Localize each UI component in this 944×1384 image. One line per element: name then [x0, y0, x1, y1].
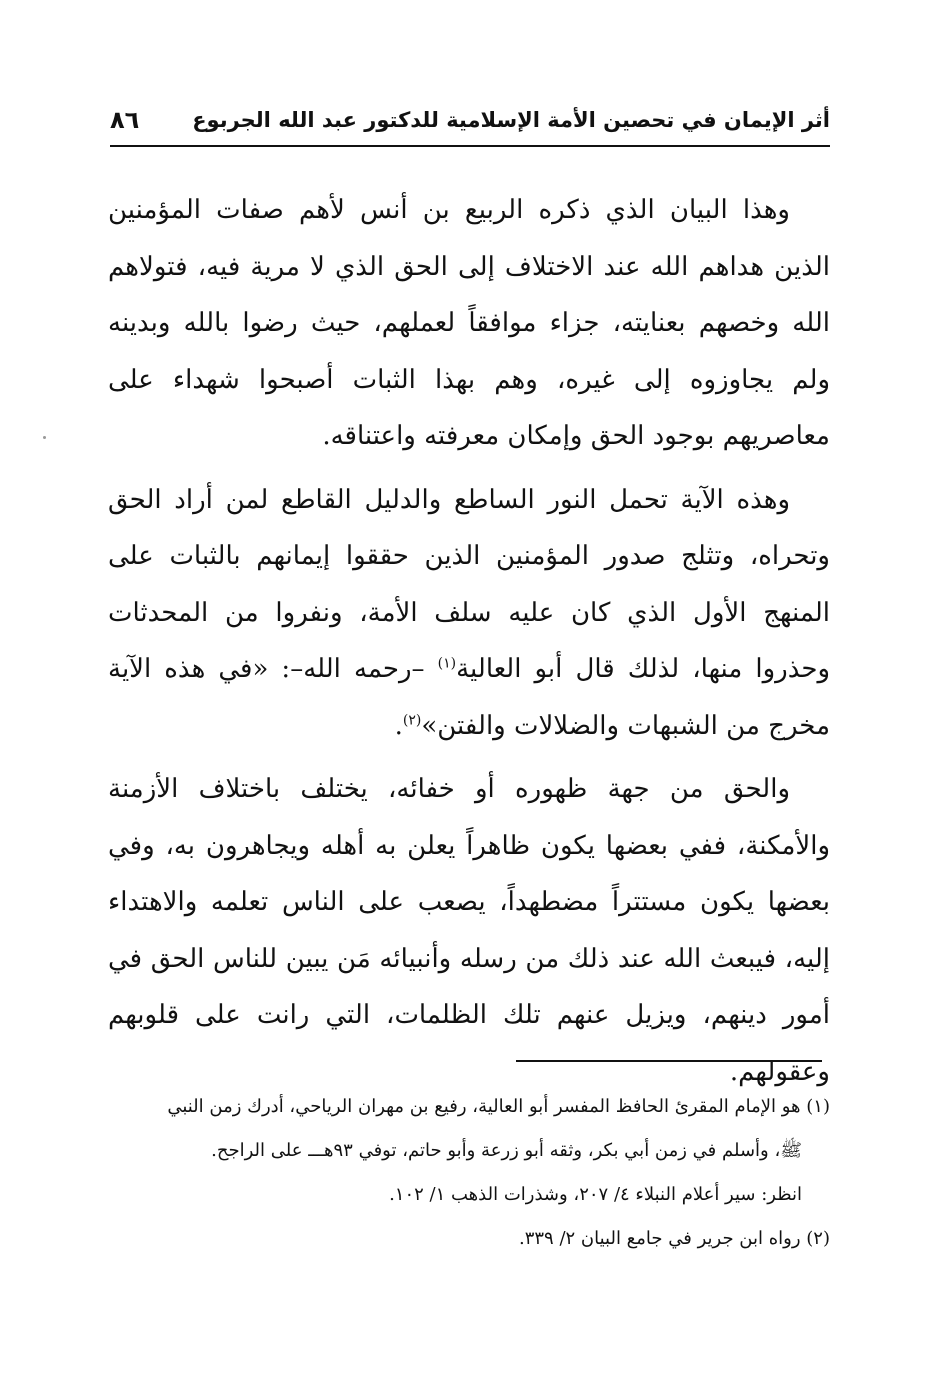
footnote-2: (٢) رواه ابن جرير في جامع البيان ٢/ ٣٣٩.: [518, 1228, 830, 1249]
footnote-1-line-3: انظر: سير أعلام النبلاء ٤/ ٢٠٧، وشذرات الذهب ١/ ١٠٢.: [389, 1184, 802, 1205]
footnote-1-line-1: (١) هو الإمام المقرئ الحافظ المفسر أبو العالية، رفيع بن مهران الرياحي، أدرك زمن النبي: [167, 1096, 830, 1117]
paragraph-2-text-b: –رحمه الله–: «في هذه الآية مخرج من الشبهات والضلالات والفتن»: [108, 654, 830, 741]
running-header-title: أثر الإيمان في تحصين الأمة الإسلامية للدكتور عبد الله الجربوع: [192, 108, 830, 132]
footnotes: [108, 1085, 830, 1261]
page-number: ٨٦: [110, 106, 140, 134]
paragraph-3: والحق من جهة ظهوره أو خفائه، يختلف باختلاف الأزمنة والأمكنة، ففي بعضها يكون ظاهراً يعلن به أهله ويجاهرون به، وفي بعضها يكون مستتراً مضطهداً، يصعب على الناس تعلمه والاهتداء إليه، فيبعث الله عند ذلك من رسله وأنبيائه مَن يبين للناس الحق في أمور دينهم، ويزيل عنهم تلك الظلمات، التي رانت على قلوبهم وعقولهم.: [108, 774, 830, 1087]
footnote-ref-2: (٢): [402, 711, 422, 728]
footnote-divider: [516, 1060, 822, 1062]
scan-speck: [43, 436, 46, 439]
header-divider: [110, 145, 830, 147]
paragraph-2-text-a: وهذه الآية تحمل النور الساطع والدليل القاطع لمن أراد الحق وتحراه، وتثلج صدور المؤمنين الذين حققوا إيمانهم بالثبات على المنهج الأول الذي كان عليه سلف الأمة، ونفروا من المحدثات وحذروا منها، لذلك قال أبو العالية: [108, 484, 831, 684]
paragraph-2-text-end: .: [394, 710, 403, 741]
main-text: [108, 182, 830, 1100]
footnote-1-line-2: ﷺ، وأسلم في زمن أبي بكر، وثقه أبو زرعة وأبو حاتم، توفي ٩٣هـــ على الراجح.: [211, 1140, 802, 1161]
footnote-ref-1: (١): [437, 655, 457, 672]
paragraph-2: [108, 472, 830, 755]
running-header: [110, 98, 830, 142]
paragraph-1: وهذا البيان الذي ذكره الربيع بن أنس لأهم صفات المؤمنين الذين هداهم الله عند الاختلاف إلى الحق الذي لا مرية فيه، فتولاهم الله وخصهم بعنايته، جزاء موافقاً لعملهم، حيث رضوا بالله وبدينه ولم يجاوزوه إلى غيره، وهم بهذا الثبات أصبحوا شهداء على معاصريهم بوجود الحق وإمكان معرفته واعتناقه.: [108, 195, 830, 451]
